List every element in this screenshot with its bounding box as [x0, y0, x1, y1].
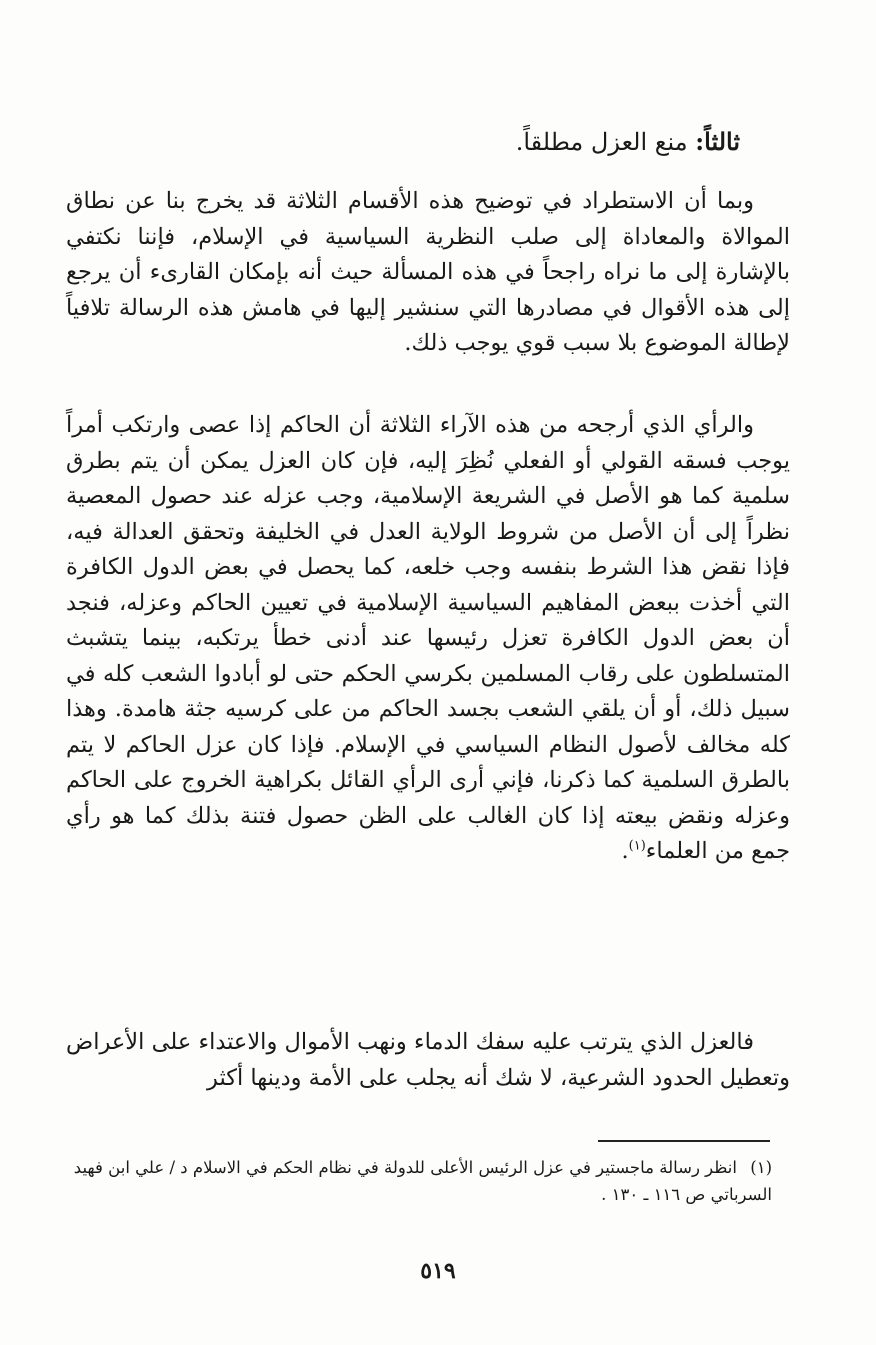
- section-heading-lead: ثالثاً:: [695, 127, 740, 156]
- section-heading: [516, 122, 740, 162]
- footnote-reference[interactable]: (١): [628, 838, 646, 854]
- paragraph-1: [66, 184, 790, 362]
- paragraph-2: والرأي الذي أرجحه من هذه الآراء الثلاثة أن الحاكم إذا عصى وارتكب أمراً يوجب فسقه القولي أو الفعلي نُظِرَ إليه، فإن كان العزل يمكن أن يتم بطرق سلمية كما هو الأصل في الشريعة الإسلامية، وجب عزله عند حصول المعصية نظراً إلى أن الأصل من شروط الولاية العدل في الخليفة وتحقق العدالة فيه، فإذا نقض هذا الشرط بنفسه وجب خلعه، كما يحصل في بعض الدول الكافرة التي أخذت ببعض المفاهيم السياسية الإسلامية في تعيين الحاكم وعزله، فنجد أن بعض الدول الكافرة تعزل رئيسها عند أدنى خطأ يرتكبه، بينما يتشبث المتسلطون على رقاب المسلمين بكرسي الحكم حتى لو أبادوا الشعب كله في سبيل ذلك، أو أن يلقي الشعب بجسد الحاكم من على كرسيه جثة هامدة. وهذا كله مخالف لأصول النظام السياسي في الإسلام. فإذا كان عزل الحاكم لا يتم بالطرق السلمية كما ذكرنا، فإني أرى الرأي القائل بكراهية الخروج على الحاكم وعزله ونقض بيعته إذا كان الغالب على الظن حصول فتنة بذلك كما هو رأي جمع من العلماء$^{(١)}$.: [66, 412, 791, 864]
- section-heading-text: منع العزل مطلقاً.: [515, 128, 688, 156]
- footnote-text: انظر رسالة ماجستير في عزل الرئيس الأعلى للدولة في نظام الحكم في الاسلام د / علي ابن فهيد السرباتي ص ١١٦ ـ ١٣٠ .: [73, 1158, 772, 1204]
- page-number: ٥١٩: [420, 1258, 456, 1284]
- footnote-number: (١): [750, 1158, 772, 1177]
- footnote-divider: [598, 1140, 770, 1142]
- paragraph-2-text: والرأي الذي أرجحه من هذه الآراء الثلاثة أن الحاكم إذا عصى وارتكب أمراً يوجب فسقه القولي أو الفعلي نُظِرَ إليه، فإن كان العزل يمكن أن يتم بطرق سلمية كما هو الأصل في الشريعة الإسلامية، وجب عزله عند حصول المعصية نظراً إلى أن الأصل من شروط الولاية العدل في الخليفة وتحقق العدالة فيه، فإذا نقض هذا الشرط بنفسه وجب خلعه، كما يحصل في بعض الدول الكافرة التي أخذت ببعض المفاهيم السياسية الإسلامية في تعيين الحاكم وعزله، فنجد أن بعض الدول الكافرة تعزل رئيسها عند أدنى خطأ يرتكبه، بينما يتشبث المتسلطون على رقاب المسلمين بكرسي الحكم حتى لو أبادوا الشعب كله في سبيل ذلك، أو أن يلقي الشعب بجسد الحاكم من على كرسيه جثة هامدة. وهذا كله مخالف لأصول النظام السياسي في الإسلام. فإذا كان عزل الحاكم لا يتم بالطرق السلمية كما ذكرنا، فإني أرى الرأي القائل بكراهية الخروج على الحاكم وعزله ونقض بيعته إذا كان الغالب على الظن حصول فتنة بذلك كما هو رأي جمع من العلماء: [66, 412, 791, 864]
- paragraph-1-text: وبما أن الاستطراد في توضيح هذه الأقسام الثلاثة قد يخرج بنا عن نطاق الموالاة والمعاداة إلى صلب النظرية السياسية في الإسلام، فإننا نكتفي بالإشارة إلى ما نراه راجحاً في هذه المسألة حيث أنه بإمكان القارىء أن يرجع إلى هذه الأقوال في مصادرها التي سنشير إليها في هامش هذه الرسالة تلافياً لإطالة الموضوع بلا سبب قوي يوجب ذلك.: [66, 188, 790, 356]
- footnote: [60, 1154, 772, 1208]
- paragraph-3: [66, 1025, 790, 1096]
- paragraph-3-text: فالعزل الذي يترتب عليه سفك الدماء ونهب الأموال والاعتداء على الأعراض وتعطيل الحدود الشرعية، لا شك أنه يجلب على الأمة ودينها أكثر: [66, 1029, 790, 1091]
